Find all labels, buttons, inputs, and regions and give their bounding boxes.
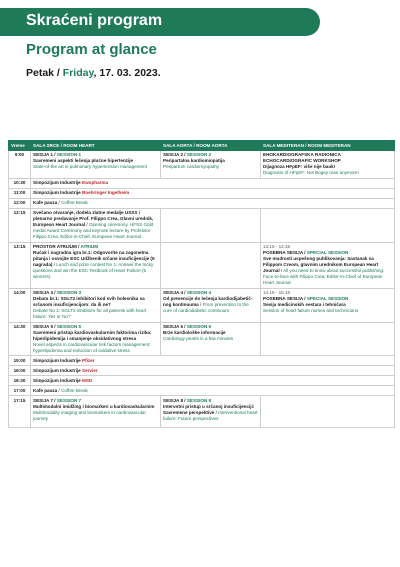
session-cell: [31, 150, 161, 178]
special-session-cell: 13:15 - 14:15 POSEBNA SESIJA / SPECIAL SESSION Sve mudrosti uspešnog publikovanja: Sastanak sa Filippom Creom, glavnim urednikom European Heart Journal / All you need to know about successful publishing: Face-to-face with Filippo Crea, Editor-in-Chief of European Heart Journal: [261, 242, 395, 288]
table-row: [9, 386, 395, 396]
time-cell: 16:00: [9, 366, 31, 376]
sponsor-name: MSD: [82, 377, 93, 383]
table-row: [9, 198, 395, 208]
session-title-en: Cardiology pearls in a few minutes: [163, 335, 234, 341]
opening-title: Svečano otvaranje, dodela zlatne medalje USSS i plenarno predavanje Prof. Filippo Crea, Glavni urednik, European Heart Journal: [33, 210, 154, 228]
session-title: Multimodalni imidžing i biomarkeri u kardiovaskularnim: [33, 403, 155, 409]
session-label: SESIJA 3 / SESSION 3: [33, 290, 82, 296]
session-time: 14:15 - 15:15: [263, 290, 291, 296]
session-label: SESIJA 6 / SESSION 6: [163, 324, 212, 330]
table-row: [9, 356, 395, 366]
time-cell: 13:15: [9, 242, 31, 288]
special-session-cell: [261, 288, 395, 322]
symposium-cell: Simpozijum Industrije Boehringer Ingelheim: [31, 188, 395, 198]
session-label: SESIJA 4 / SESSION 4: [163, 290, 212, 296]
session-title: Brze kardiološke informacije: [163, 330, 226, 335]
lunch-cell: PROSTOR ATRIJUM / ATRIUM Ručak i nagradna igra br.1: Odgovorite na zagonetna pitanja i osvojite ESC Udžbenik srčane insuficijencije (5 nagrada) / Lunch and prize contest No 1: Answer the tricky questions and win the ESC Textbook of Heart Failure (5 winners): [31, 242, 161, 288]
special-title-en: Session of heart failure nurses and technicians: [263, 307, 359, 313]
time-cell: 15:00: [9, 356, 31, 366]
workshop-title-en: Diagnosis of HFpEF: Not Bogey man anymore!: [263, 170, 359, 176]
special-title-en: All you need to know about successful publishing: Face-to-face with Filippo Crea, Editor-in-Chief of European Heart Journal: [263, 268, 385, 286]
time-cell: 14:30: [9, 322, 31, 356]
date-day-en: Friday: [62, 67, 94, 79]
lunch-title: Ručak i nagradna igra br.1: Odgovorite na zagonetna pitanja i osvojite ESC Udžbenik srčane insuficijencije (5 nagrada): [33, 250, 155, 268]
col-header-room-aorta: SALA AORTA / ROOM AORTA: [161, 141, 261, 151]
title-banner: [0, 8, 320, 36]
time-cell: 17:15: [9, 396, 31, 428]
session-cell: SESIJA 8 / SESSION 8 Intervntni pristup u srčanoj insuficijenciji: Savremene perspektive / Interventional heart failure: Future perspectives: [161, 396, 261, 428]
session-label: SESIJA 2 / SESSION 2: [163, 152, 212, 158]
time-cell: 14:00: [9, 288, 31, 322]
workshop-title: Dijagnoza HFpEF: više nije bauk!: [263, 164, 336, 170]
session-label: SESIJA 1 / SESSION 1: [33, 152, 82, 158]
break-cell: Kafe pauza / Coffee Break: [31, 386, 395, 396]
table-row: [9, 376, 395, 386]
time-cell: 9:00: [9, 150, 31, 178]
symposium-cell: Simpozijum Industrije Servier: [31, 366, 395, 376]
table-row: [9, 150, 395, 178]
time-cell: 16:30: [9, 376, 31, 386]
sponsor-name: Pfizer: [82, 357, 95, 363]
date-line: [26, 67, 161, 79]
session-label: PROSTOR ATRIJUM / ATRIUM: [33, 244, 99, 250]
table-row: [9, 396, 395, 428]
workshop-label-en: ECHOCARDIOGRAFIC WORKSHOP: [263, 158, 341, 164]
symposium-cell: Simpozijum Industrije Ewopharma: [31, 178, 395, 188]
special-title: Sve mudrosti uspešnog publikovanja: Sastanak sa Filippom Creom, glavnim urednikom European Heart Journal: [263, 256, 379, 274]
session-title-2: Savremene perspektive: [163, 409, 215, 415]
page-subtitle: Program at glance: [26, 41, 157, 58]
table-row: [9, 322, 395, 356]
table-row: [9, 188, 395, 198]
empty-cell: [161, 242, 261, 288]
col-header-room-heart: SALA SRCE / ROOM HEART: [31, 141, 161, 151]
empty-cell: [261, 208, 395, 242]
sponsor-name: Ewopharma: [82, 180, 109, 186]
session-time: 13:15 - 14:15: [263, 244, 291, 250]
page-title: Skraćeni program: [26, 12, 163, 29]
time-cell: 12:00: [9, 198, 31, 208]
session-title: Od prevencije do lečenja kardiodijabetič-nog kontinuuma: [163, 296, 253, 307]
table-header-row: [9, 141, 395, 151]
session-label: SESIJA 7 / SESSION 7: [33, 397, 82, 403]
session-title-en: Novel aspects in cardiovascular risk factors management: hyperlipidemia and reduction of oxidative stress: [33, 341, 151, 353]
sponsor-name: Boehringer Ingelheim: [82, 190, 130, 196]
session-title: Savremeni pristup kardiovaskularnim faktorima rizika: hiperlipidemija i smanjenje oksidativnog stresa: [33, 330, 152, 341]
session-title: Peripartalna kardiomiopatija: [163, 158, 225, 164]
table-row: [9, 242, 395, 288]
symposium-cell: Simpozijum Industrije MSD: [31, 376, 395, 386]
sponsor-name: Servier: [82, 367, 98, 373]
date-number: , 17. 03. 2023.: [93, 67, 161, 79]
empty-cell: [261, 396, 395, 428]
table-row: [9, 288, 395, 322]
session-cell: [161, 322, 261, 356]
session-title-en: Peripartum cardiomyopathy: [163, 164, 220, 170]
time-cell: 12:15: [9, 208, 31, 242]
session-title: Debata br.1: SGLT2 inhibitori kod svih bolesnika sa srčanom insuficijencijom: da ili ne?: [33, 296, 145, 307]
table-row: [9, 366, 395, 376]
session-title-en: State-of-the art in pulmonary hypertension management: [33, 164, 147, 170]
session-label: POSEBNA SESIJA / SPECIAL SESSION: [263, 296, 349, 301]
schedule-table: [8, 140, 395, 428]
break-cell: Kafe pauza / Coffee Break: [31, 198, 395, 208]
table-row: [9, 178, 395, 188]
col-header-time: Vreme: [9, 141, 31, 151]
table-row: [9, 208, 395, 242]
opening-cell: Svečano otvaranje, dodela zlatne medalje USSS i plenarno predavanje Prof. Filippo Crea, Glavni urednik, European Heart Journal / Opening ceremony, HFSS Gold medal Award Ceremony and keynote lecture by Professor Filippo Crea, Editor-in-Chief, European Heart Journal: [31, 208, 161, 242]
session-cell: [31, 322, 161, 356]
session-cell: SESIJA 4 / SESSION 4 Od prevencije do lečenja kardiodijabetič-nog kontinuuma / From prevention to the cure of cardiodiabetic continuum: [161, 288, 261, 322]
session-title: Intervntni pristup u srčanoj insuficijenciji:: [163, 403, 255, 409]
special-title: Sesija medicinskih sestara i tehničara: [263, 301, 346, 307]
time-cell: 11:00: [9, 188, 31, 198]
session-label: POSEBNA SESIJA / SPECIAL SESSION: [263, 250, 349, 256]
workshop-cell: [261, 150, 395, 178]
empty-cell: [161, 208, 261, 242]
time-cell: 10:30: [9, 178, 31, 188]
empty-cell: [261, 322, 395, 356]
session-label: SESIJA 5 / SESSION 5: [33, 324, 82, 330]
time-cell: 17:00: [9, 386, 31, 396]
session-title-en: From prevention to the cure of cardiodiabetic continuum: [163, 301, 249, 313]
date-day-hr: Petak /: [26, 67, 60, 79]
symposium-cell: Simpozijum Industrije Pfizer: [31, 356, 395, 366]
session-label: SESIJA 8 / SESSION 8: [163, 397, 212, 403]
session-title: Savremeni aspekti lečenja plućne hipertenzije: [33, 158, 134, 164]
opening-title-en: Opening ceremony, HFSS Gold medal Award Ceremony and keynote lecture by Professor Filippo Crea, Editor-in-Chief, European Heart Journal: [33, 222, 154, 240]
session-cell: [31, 288, 161, 322]
session-title-en: Interventional heart failure: Future perspectives: [163, 409, 258, 421]
lunch-title-en: Lunch and prize contest No 1: Answer the tricky questions and win the ESC Textbook of Heart Failure (5 winners): [33, 262, 154, 280]
session-title-en: Multimodality imaging and biomarkers in cardiovascular journey: [33, 409, 146, 421]
workshop-label-hr: EHOKARDIOGRAFSKA RADIONICA: [263, 152, 341, 158]
session-title-en: Debate No 1: SGLT2 inhibitors for all patients with heart failure: Yes or No?: [33, 307, 147, 319]
session-cell: [31, 396, 161, 428]
col-header-room-mediteran: SALA MEDITERAN / ROOM MEDITERAN: [261, 141, 395, 151]
session-cell: [161, 150, 261, 178]
